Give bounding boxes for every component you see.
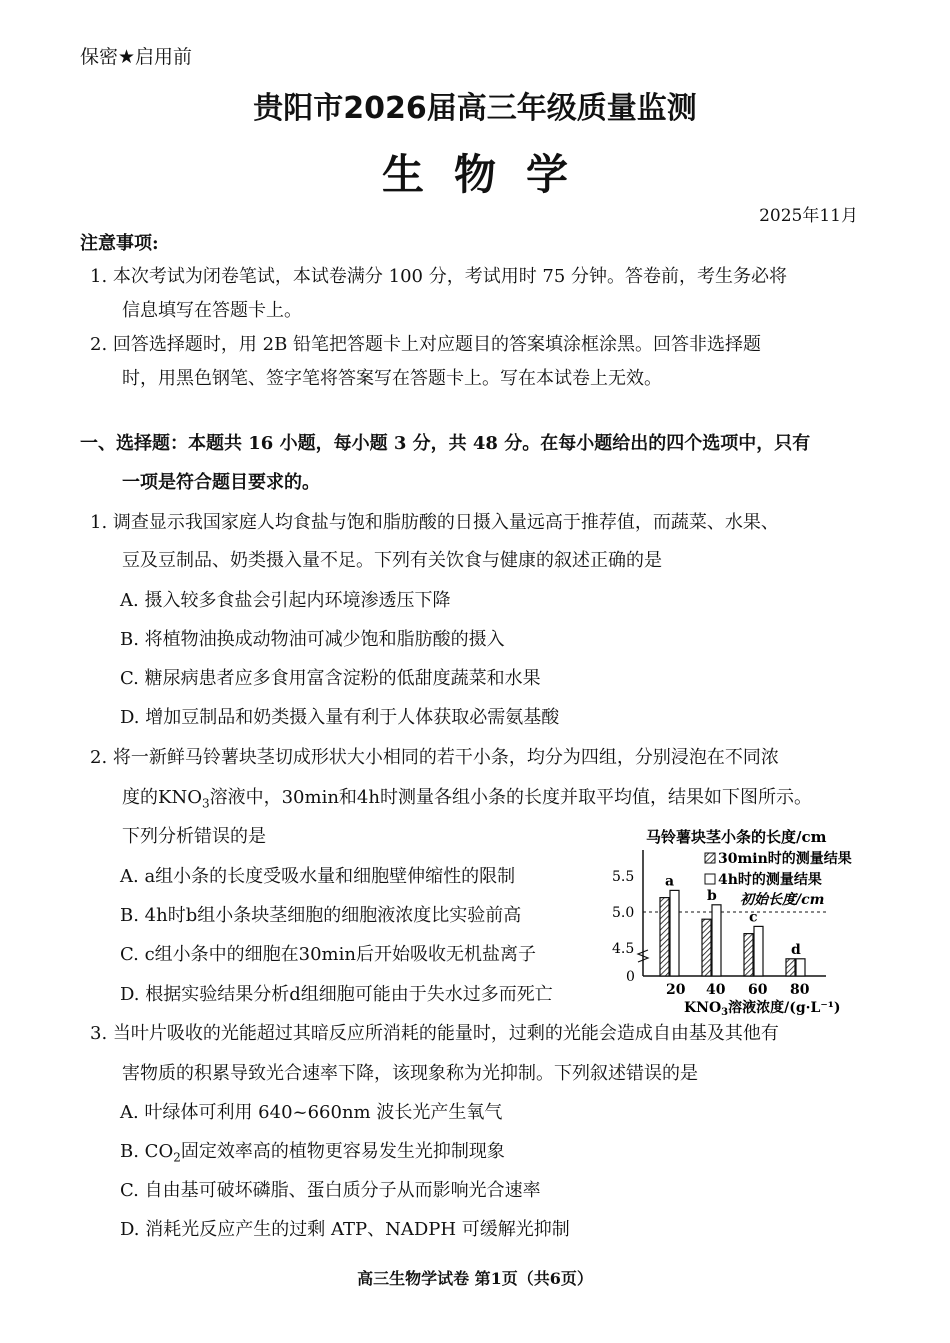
group-label-c: c — [749, 909, 758, 926]
group-label-a: a — [665, 873, 675, 890]
question-2-stem-line3: 下列分析错误的是 — [122, 826, 266, 847]
y-tick-label: 5.0 — [612, 905, 635, 921]
question-3-stem: 3. 当叶片吸收的光能超过其暗反应所消耗的能量时，过剩的光能会造成自由基及其他有 — [90, 1023, 779, 1044]
question-1-option-d: D. 增加豆制品和奶类摄入量有利于人体获取必需氨基酸 — [120, 707, 560, 728]
legend-4h: 4h时的测量结果 — [718, 872, 822, 888]
bar-4h-20 — [670, 890, 679, 976]
exam-title: 贵阳市2026届高三年级质量监测 — [253, 91, 697, 126]
bar-4h-60 — [754, 926, 763, 976]
question-3-option-c: C. 自由基可破坏磷脂、蛋白质分子从而影响光合速率 — [120, 1180, 541, 1201]
page-footer: 高三生物学试卷 第1页（共6页） — [357, 1269, 593, 1288]
legend-30min: 30min时的测量结果 — [718, 851, 852, 867]
subject-title: 生物学 — [381, 150, 598, 199]
bar-4h-40 — [712, 905, 721, 976]
x-tick-label: 60 — [748, 982, 768, 998]
question-3-stem-line2: 害物质的积累导致光合速率下降，该现象称为光抑制。下列叙述错误的是 — [122, 1063, 698, 1084]
notice-heading: 注意事项: — [80, 233, 159, 254]
y-tick-label: 4.5 — [612, 941, 635, 957]
legend-initial-length: 初始长度/cm — [740, 892, 825, 908]
question-2-option-a: A. a组小条的长度受吸水量和细胞壁伸缩性的限制 — [120, 866, 516, 887]
section-1-heading: 一、选择题：本题共 16 小题，每小题 3 分，共 48 分。在每小题给出的四个选项中，只有 — [80, 433, 811, 454]
question-2-option-d: D. 根据实验结果分析d组细胞可能由于失水过多而死亡 — [120, 984, 553, 1005]
notice-item-2-line2: 时，用黑色钢笔、签字笔将答案写在答题卡上。写在本试卷上无效。 — [122, 368, 662, 389]
exam-date: 2025年11月 — [759, 206, 858, 226]
question-1-stem-line2: 豆及豆制品、奶类摄入量不足。下列有关饮食与健康的叙述正确的是 — [122, 550, 662, 571]
question-2-stem: 2. 将一新鲜马铃薯块茎切成形状大小相同的若干小条，均分为四组，分别浸泡在不同浓 — [90, 747, 779, 768]
y-tick-label: 0 — [626, 969, 635, 985]
question-3-option-d: D. 消耗光反应产生的过剩 ATP、NADPH 可缓解光抑制 — [120, 1219, 570, 1240]
question-2-stem-line2: 度的$KNO_3$溶液中，30min和4h时测量各组小条的长度并取平均值，结果如下图所示。 — [122, 787, 812, 811]
question-3-option-a: A. 叶绿体可利用 640~660nm 波长光产生氧气 — [120, 1102, 503, 1123]
question-1-option-b: B. 将植物油换成动物油可减少饱和脂肪酸的摄入 — [120, 629, 505, 650]
notice-item-1-line1: 1. 本次考试为闭卷笔试，本试卷满分 100 分，考试用时 75 分钟。答卷前，考生务必将 — [90, 266, 788, 287]
confidential-label: 保密★启用前 — [80, 46, 193, 68]
group-label-d: d — [791, 941, 801, 958]
x-tick-label: 40 — [706, 982, 726, 998]
question-2-option-b: B. 4h时b组小条块茎细胞的细胞液浓度比实验前高 — [120, 905, 522, 926]
question-3-option-b: B. $CO_2$固定效率高的植物更容易发生光抑制现象 — [120, 1141, 505, 1165]
group-label-b: b — [707, 887, 717, 904]
bar-30min-20 — [660, 898, 669, 976]
legend-swatch-30min — [705, 853, 715, 863]
notice-item-1-line2: 信息填写在答题卡上。 — [122, 300, 302, 321]
section-1-heading-line2: 一项是符合题目要求的。 — [122, 472, 320, 493]
chart-title: 马铃薯块茎小条的长度/cm — [646, 828, 827, 846]
bar-30min-40 — [702, 919, 711, 976]
question-1-option-c: C. 糖尿病患者应多食用富含淀粉的低甜度蔬菜和水果 — [120, 668, 541, 689]
bar-4h-80 — [796, 959, 805, 976]
question-1-option-a: A. 摄入较多食盐会引起内环境渗透压下降 — [120, 590, 451, 611]
potato-strip-length-chart — [598, 822, 878, 1022]
bar-30min-80 — [786, 959, 795, 976]
y-tick-label: 5.5 — [612, 869, 635, 885]
bar-30min-60 — [744, 934, 753, 976]
x-axis-label: $KNO_3$溶液浓度/(g·L⁻¹) — [684, 1000, 841, 1018]
legend-swatch-4h — [705, 874, 715, 884]
question-1-stem: 1. 调查显示我国家庭人均食盐与饱和脂肪酸的日摄入量远高于推荐值，而蔬菜、水果、 — [90, 512, 779, 533]
notice-item-2-line1: 2. 回答选择题时，用 2B 铅笔把答题卡上对应题目的答案填涂框涂黑。回答非选择题 — [90, 334, 762, 355]
axis-break-mark — [638, 950, 648, 962]
question-2-option-c: C. c组小条中的细胞在30min后开始吸收无机盐离子 — [120, 944, 536, 965]
x-tick-label: 20 — [666, 982, 686, 998]
x-tick-label: 80 — [790, 982, 810, 998]
